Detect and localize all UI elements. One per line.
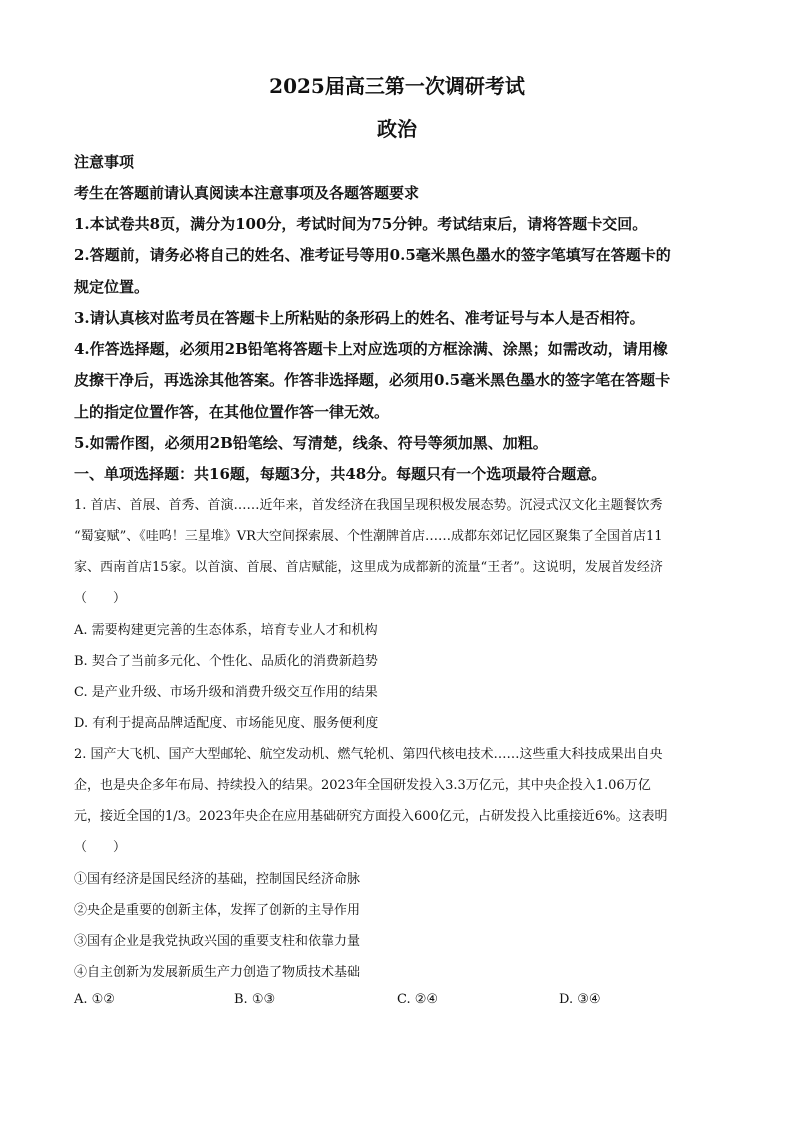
q1-stem-line: 家、西南首店15家。以首演、首展、首店赋能，这里成为成都新的流量“王者”。这说明，发展首发经济 — [74, 560, 663, 575]
notice-line: 5.如需作图，必须用2B铅笔绘、写清楚，线条、符号等须加黑、加粗。 — [74, 434, 548, 452]
notice-line: 4.作答选择题，必须用2B铅笔将答题卡上对应选项的方框涂满、涂黑；如需改动，请用橡 — [74, 340, 668, 358]
q1-answer-bracket: （ ） — [74, 591, 127, 606]
q1-stem-line: “蜀宴赋”、《哇呜！三星堆》VR大空间探索展、个性潮牌首店……成都东郊记忆园区聚集了全国首店11 — [74, 529, 663, 544]
q2-statement: ①国有经济是国民经济的基础，控制国民经济命脉 — [74, 872, 361, 887]
notice-intro: 考生在答题前请认真阅读本注意事项及各题答题要求 — [74, 184, 420, 202]
q2-statement: ④自主创新为发展新质生产力创造了物质技术基础 — [74, 965, 361, 980]
notice-line: 3.请认真核对监考员在答题卡上所粘贴的条形码上的姓名、准考证号与本人是否相符。 — [74, 309, 645, 327]
q2-option-b: B. ①③ — [234, 992, 276, 1007]
q1-option-b: B. 契合了当前多元化、个性化、品质化的消费新趋势 — [74, 654, 378, 669]
exam-title: 2025届高三第一次调研考试 — [269, 74, 525, 98]
subject-title: 政治 — [377, 117, 417, 141]
q2-option-a: A. ①② — [74, 992, 115, 1007]
q2-option-c: C. ②④ — [397, 992, 439, 1007]
q1-option-c: C. 是产业升级、市场升级和消费升级交互作用的结果 — [74, 685, 378, 700]
notice-line: 上的指定位置作答，在其他位置作答一律无效。 — [74, 403, 390, 421]
notice-line: 皮擦干净后，再选涂其他答案。作答非选择题，必须用0.5毫米黑色墨水的签字笔在答题卡 — [74, 371, 671, 389]
q1-option-a: A. 需要构建更完善的生态体系，培育专业人才和机构 — [74, 623, 378, 638]
q2-stem-line: 元，接近全国的1/3。2023年央企在应用基础研究方面投入600亿元，占研发投入比重接近6%。这表明 — [74, 809, 668, 824]
q2-answer-bracket: （ ） — [74, 840, 127, 855]
notice-heading: 注意事项 — [74, 153, 135, 171]
q2-stem-line: 企，也是央企多年布局、持续投入的结果。2023年全国研发投入3.3万亿元，其中央企投入1.06万亿 — [74, 778, 651, 793]
q1-stem-line: 1. 首店、首展、首秀、首演……近年来，首发经济在我国呈现积极发展态势。沉浸式汉文化主题餐饮秀 — [74, 498, 663, 513]
notice-line: 1.本试卷共8页，满分为100分，考试时间为75分钟。考试结束后，请将答题卡交回。 — [74, 215, 648, 233]
notice-line: 规定位置。 — [74, 278, 150, 296]
notice-line: 2.答题前，请务必将自己的姓名、准考证号等用0.5毫米黑色墨水的签字笔填写在答题卡的 — [74, 246, 671, 264]
q2-statement: ③国有企业是我党执政兴国的重要支柱和依靠力量 — [74, 934, 361, 949]
q2-statement: ②央企是重要的创新主体，发挥了创新的主导作用 — [74, 903, 361, 918]
q1-option-d: D. 有利于提高品牌适配度、市场能见度、服务便利度 — [74, 716, 379, 731]
q2-option-d: D. ③④ — [559, 992, 601, 1007]
section-heading: 一、单项选择题：共16题，每题3分，共48分。每题只有一个选项最符合题意。 — [74, 465, 607, 483]
q2-stem-line: 2. 国产大飞机、国产大型邮轮、航空发动机、燃气轮机、第四代核电技术……这些重大科技成果出自央 — [74, 747, 663, 762]
